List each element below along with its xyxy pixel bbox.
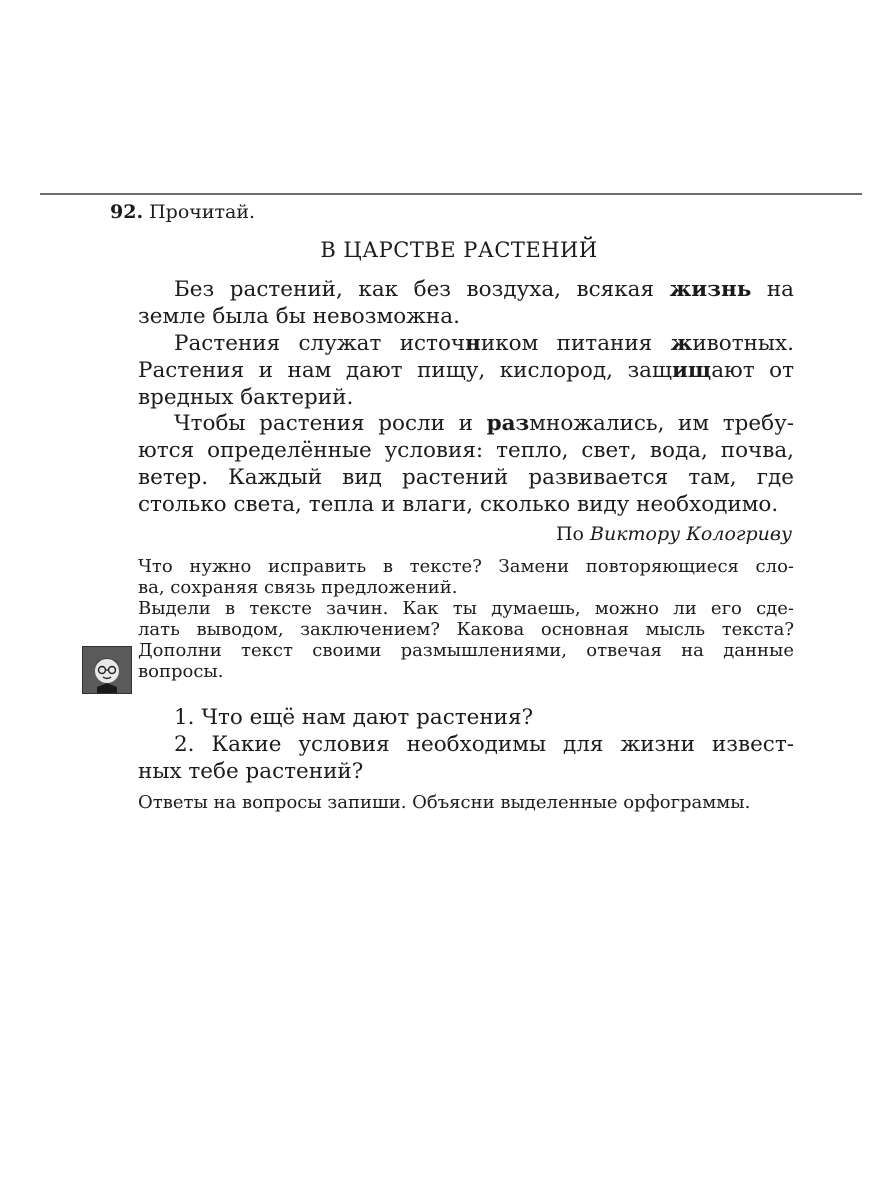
- task-line: ва, сохраняя связь предложений.: [138, 577, 458, 598]
- task-block-1: [138, 556, 794, 682]
- questions-block: [138, 704, 794, 785]
- exercise-header: [110, 200, 255, 224]
- text-line: ются определённые условия: тепло, свет, вода, почва,: [138, 438, 794, 463]
- text-title: В ЦАРСТВЕ РАСТЕНИЙ: [320, 238, 598, 262]
- author-attribution: [556, 522, 792, 546]
- paragraph-2: [138, 330, 794, 411]
- creative-task-icon: [82, 646, 132, 694]
- author-name: Виктору Кологриву: [590, 523, 792, 545]
- text-line: земле была бы невозможна.: [138, 304, 460, 329]
- task-line: лать выводом, заключением? Какова основная мысль текста?: [138, 619, 794, 640]
- text-line: Чтобы растения росли и размножались, им требу-: [174, 411, 794, 436]
- task-line: Выдели в тексте зачин. Как ты думаешь, можно ли его сде-: [138, 598, 794, 619]
- paragraph-1: [138, 276, 794, 330]
- text-line: Без растений, как без воздуха, всякая жизнь на: [174, 277, 794, 302]
- text-line: ветер. Каждый вид растений развивается там, где: [138, 465, 794, 490]
- task-line: Дополни текст своими размышлениями, отвечая на данные: [138, 640, 794, 661]
- text-line: вредных бактерий.: [138, 385, 354, 410]
- author-prefix: По: [555, 523, 584, 545]
- task-line: Что нужно исправить в тексте? Замени повторяющиеся сло-: [138, 556, 794, 577]
- question-item: 1. Что ещё нам дают растения?: [174, 705, 534, 730]
- question-item: 2. Какие условия необходимы для жизни извест-: [174, 732, 794, 757]
- exercise-number: 92.: [110, 201, 144, 223]
- text-line: Растения и нам дают пищу, кислород, защищают от: [138, 358, 794, 383]
- text-line: столько света, тепла и влаги, сколько виду необходимо.: [138, 492, 779, 517]
- final-instruction: Ответы на вопросы запиши. Объясни выделенные орфограммы.: [138, 792, 751, 813]
- exercise-instruction: Прочитай.: [149, 201, 256, 223]
- text-line: Растения служат источником питания животных.: [174, 331, 794, 356]
- paragraph-3: [138, 410, 794, 518]
- question-item-continuation: ных тебе растений?: [138, 759, 364, 784]
- task-line: вопросы.: [138, 661, 224, 682]
- top-rule: [40, 193, 862, 195]
